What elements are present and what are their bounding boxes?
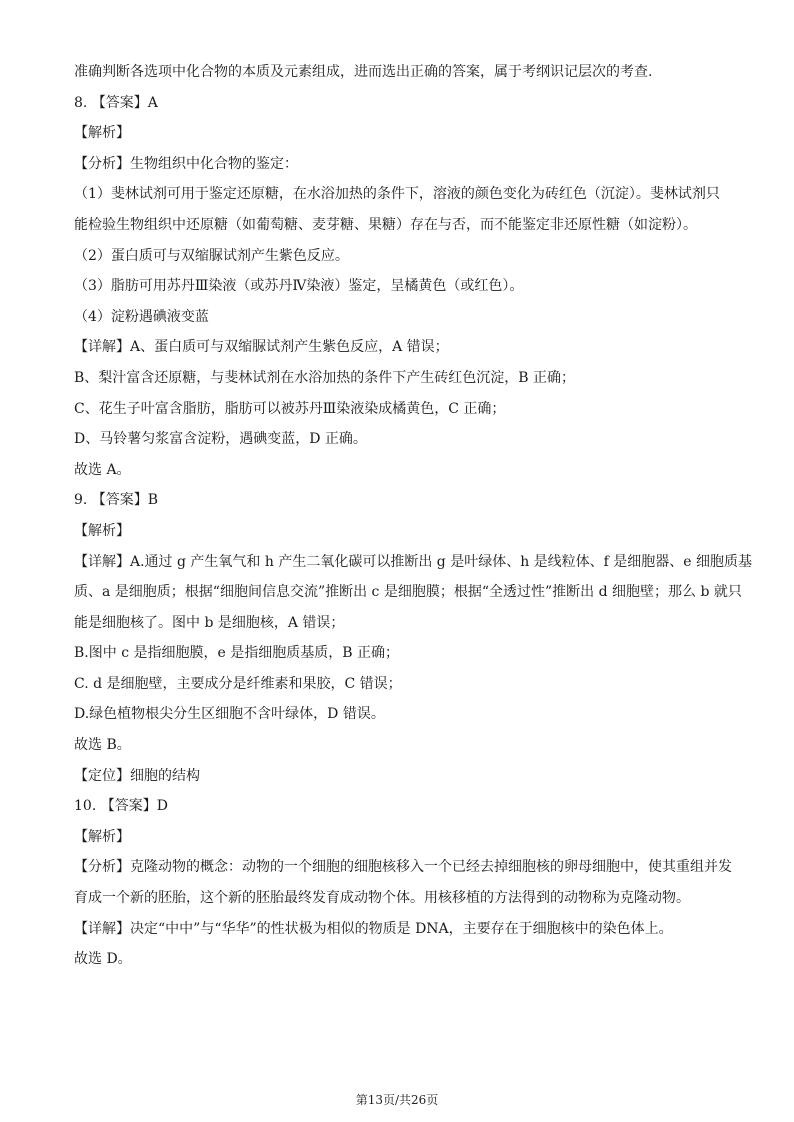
text-line: （2）蛋白质可与双缩脲试剂产生紫色反应。	[74, 247, 349, 264]
text-line: C、花生子叶富含脂肪，脂肪可以被苏丹Ⅲ染液染成橘黄色，C 正确；	[74, 400, 506, 417]
text-line: （4）淀粉遇碘液变蓝	[74, 308, 209, 325]
text-line: 【分析】克隆动物的概念：动物的一个细胞的细胞核移入一个已经去掉细胞核的卵母细胞中，使其重组并发	[74, 859, 732, 876]
answer-heading-9: 9. 【答案】B	[74, 492, 159, 509]
text-line: （3）脂肪可用苏丹Ⅲ染液（或苏丹Ⅳ染液）鉴定，呈橘黄色（或红色）。	[74, 278, 524, 295]
text-line: D.绿色植物根尖分生区细胞不含叶绿体，D 错误。	[74, 706, 385, 723]
text-line: 质、a 是细胞质；根据“细胞间信息交流”推断出 c 是细胞膜；根据“全透过性”推断出 d 细胞壁；那么 b 就只	[74, 584, 742, 601]
text-line: 【定位】细胞的结构	[74, 767, 200, 784]
analysis-label: 【解析】	[74, 125, 130, 142]
page-number: 第13页/共26页	[355, 1093, 439, 1107]
text-line: D、马铃薯匀浆富含淀粉，遇碘变蓝，D 正确。	[74, 431, 367, 448]
text-line: 育成一个新的胚胎，这个新的胚胎最终发育成动物个体。用核移植的方法得到的动物称为克隆动物。	[74, 890, 690, 907]
text-line: 故选 D。	[74, 951, 132, 968]
text-line: 【详解】A.通过 g 产生氧气和 h 产生二氧化碳可以推断出 g 是叶绿体、h 是线粒体、f 是细胞器、e 细胞质基	[74, 553, 753, 570]
document-body	[74, 62, 753, 980]
answer-heading-10: 10. 【答案】D	[74, 798, 168, 815]
text-line: 能是细胞核了。图中 b 是细胞核，A 错误；	[74, 614, 345, 631]
text-line: C. d 是细胞壁，主要成分是纤维素和果胶，C 错误；	[74, 675, 402, 692]
analysis-label: 【解析】	[74, 828, 130, 845]
text-line: 准确判断各选项中化合物的本质及元素组成，进而选出正确的答案，属于考纲识记层次的考查.	[74, 64, 653, 80]
answer-heading-8: 8. 【答案】A	[74, 94, 158, 111]
text-line: B.图中 c 是指细胞膜，e 是指细胞质基质，B 正确；	[74, 645, 399, 662]
text-line: 能检验生物组织中还原糖（如葡萄糖、麦芽糖、果糖）存在与否，而不能鉴定非还原性糖（如淀粉）。	[74, 216, 697, 233]
text-line: 【详解】决定“中中”与“华华”的性状极为相似的物质是 DNA，主要存在于细胞核中的染色体上。	[74, 920, 673, 937]
text-line: 故选 A。	[74, 461, 131, 478]
text-line: B、梨汁富含还原糖，与斐林试剂在水浴加热的条件下产生砖红色沉淀，B 正确；	[74, 369, 576, 386]
analysis-label: 【解析】	[74, 522, 130, 539]
text-line: 【详解】A、蛋白质可与双缩脲试剂产生紫色反应，A 错误；	[74, 339, 449, 356]
text-line: （1）斐林试剂可用于鉴定还原糖，在水浴加热的条件下，溶液的颜色变化为砖红色（沉淀）。斐林试剂只	[74, 186, 720, 203]
text-line: 【分析】生物组织中化合物的鉴定：	[74, 155, 298, 172]
text-line: 故选 B。	[74, 737, 131, 754]
